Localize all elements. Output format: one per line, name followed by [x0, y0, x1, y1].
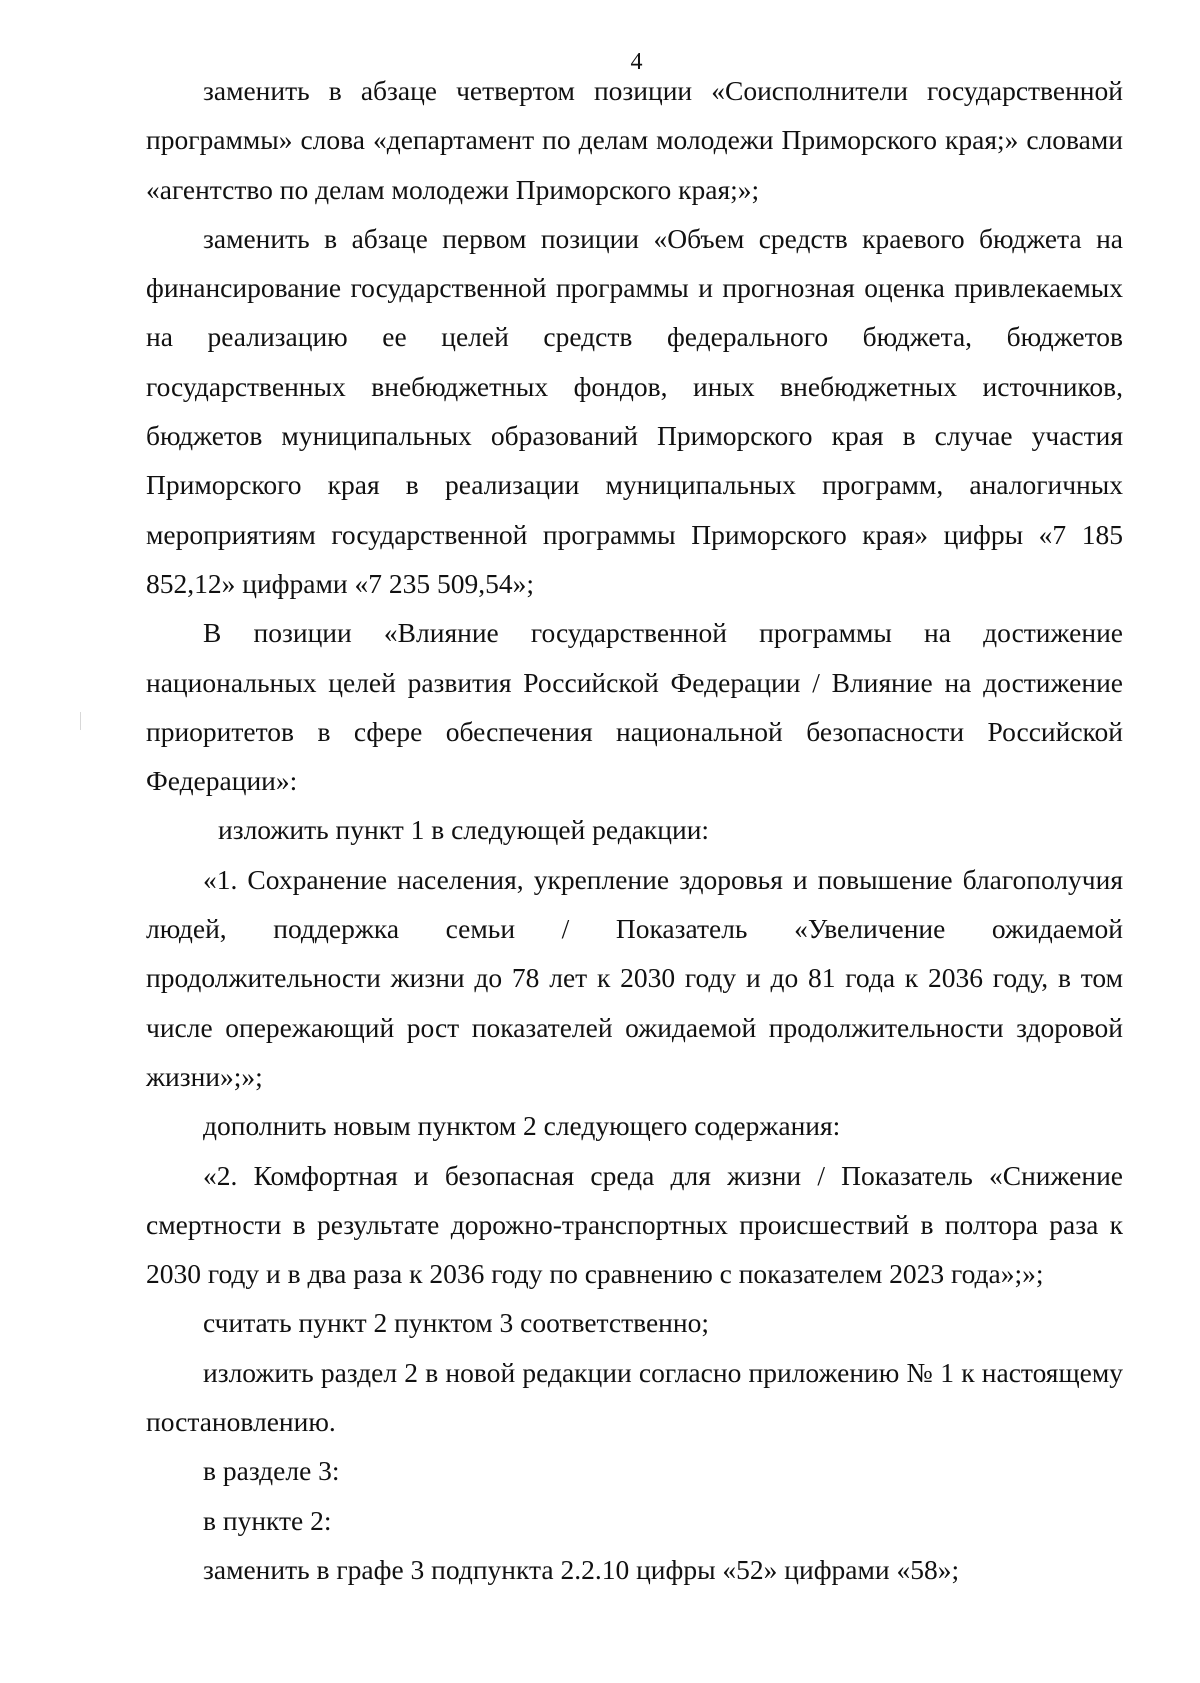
paragraph-section-2-restatement: изложить раздел 2 в новой редакции согласно приложению № 1 к настоящему постановлению.	[146, 1356, 1123, 1438]
paragraph-in-section-3: в разделе 3:	[203, 1455, 340, 1487]
paragraph-item-1-text: «1. Сохранение населения, укрепление здоровья и повышение благополучия людей, поддержка семьи / Показатель «Увеличение ожидаемой продолжительности жизни до 78 лет к 2030 году и до 81 года к 2036 году, в том числе опережающий рост показателей ожидаемой продолжительности здоровой жизни»;»;	[146, 863, 1123, 1092]
scan-margin-mark	[80, 712, 81, 730]
paragraph-renumber-item: считать пункт 2 пунктом 3 соответственно;	[203, 1307, 709, 1339]
paragraph-restate-item-1: изложить пункт 1 в следующей редакции:	[218, 814, 710, 846]
paragraph-item-2-text: «2. Комфортная и безопасная среда для жизни / Показатель «Снижение смертности в результате дорожно-транспортных происшествий в полтора раза к 2030 году и в два раза к 2036 году по сравнению с показателем 2023 года»;»;	[146, 1159, 1123, 1290]
page-number: 4	[630, 49, 643, 75]
paragraph-in-item-2: в пункте 2:	[203, 1504, 332, 1536]
document-body	[146, 66, 1123, 1594]
paragraph-replace-column-3: заменить в графе 3 подпункта 2.2.10 цифры «52» цифрами «58»;	[203, 1553, 960, 1585]
paragraph-coexecutors-replacement: заменить в абзаце четвертом позиции «Соисполнители государственной программы» слова «департамент по делам молодежи Приморского края;» словами «агентство по делам молодежи Приморского края;»;	[146, 75, 1123, 205]
paragraph-add-item-2: дополнить новым пунктом 2 следующего содержания:	[203, 1110, 841, 1142]
paragraph-national-goals-position: В позиции «Влияние государственной программы на достижение национальных целей развития Российской Федерации / Влияние на достижение приоритетов в сфере обеспечения национальной безопасности Российской Федерации»:	[146, 617, 1123, 797]
paragraph-budget-volume-replacement: заменить в абзаце первом позиции «Объем средств краевого бюджета на финансирование государственной программы и прогнозная оценка привлекаемых на реализацию ее целей средств федерального бюджета, бюджетов государственных внебюджетных фондов, иных внебюджетных источников, бюджетов муниципальных образований Приморского края в случае участия Приморского края в реализации муниципальных программ, аналогичных мероприятиям государственной программы Приморского края» цифры «7 185 852,12» цифрами «7 235 509,54»;	[146, 222, 1123, 599]
